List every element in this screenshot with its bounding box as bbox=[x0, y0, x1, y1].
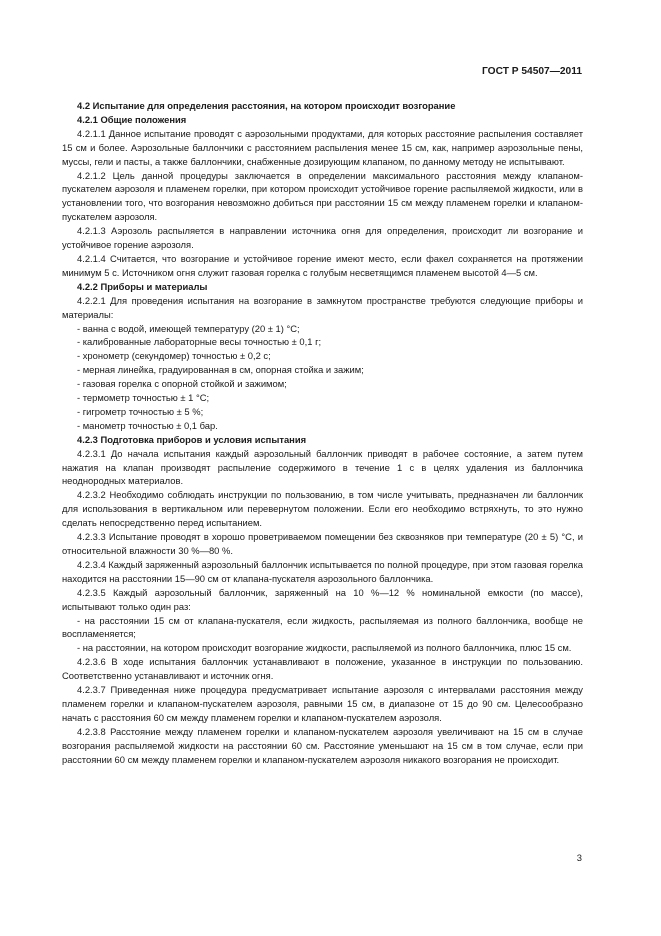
paragraph: 4.2.1.1 Данное испытание проводят с аэрозольными продуктами, для которых расстояние распыления составляет 15 см и более. Аэрозольные баллончики с расстоянием распыления менее 15 см, как, например аэрозольные пены, муссы, гели и пасты, а также баллончики, снабженные дозирующим клапаном, по данному методу не испытывают. bbox=[62, 127, 583, 167]
paragraph: 4.2.3.3 Испытание проводят в хорошо проветриваемом помещении без сквозняков при температуре (20 ± 5) °С, и относительной влажности 30 %—80 %. bbox=[62, 531, 583, 556]
list-item: - калиброванные лабораторные весы точностью ± 0,1 г; bbox=[77, 336, 322, 348]
paragraph: 4.2.3.6 В ходе испытания баллончик устанавливают в положение, указанное в инструкции по пользованию. Соответственно устанавливают и источник огня. bbox=[62, 656, 583, 682]
subsection-title-general: 4.2.1 Общие положения bbox=[77, 113, 187, 125]
paragraph: 4.2.2.1 Для проведения испытания на возгорание в замкнутом пространстве требуются следующие приборы и материалы: bbox=[62, 294, 583, 320]
paragraph: 4.2.3.5 Каждый аэрозольный баллончик, заряженный на 10 %—12 % номинальной емкости (по массе), испытывают только один раз: bbox=[62, 586, 583, 612]
list-item: - манометр точностью ± 0,1 бар. bbox=[77, 419, 218, 431]
paragraph: 4.2.3.2 Необходимо соблюдать инструкции по пользованию, в том числе учитывать, предназначен ли баллончик для использования в вертикальном или перевернутом положении. Если его необходимо встряхнуть, то это нужно сделать непосредственно перед испытанием. bbox=[62, 489, 583, 529]
list-item: - мерная линейка, градуированная в см, опорная стойка и зажим; bbox=[77, 364, 364, 376]
subsection-title-equipment: 4.2.2 Приборы и материалы bbox=[77, 280, 208, 292]
page-number: 3 bbox=[576, 852, 582, 863]
paragraph: 4.2.1.3 Аэрозоль распыляется в направлении источника огня для определения, происходит ли возгорание и устойчивое горение аэрозоля. bbox=[62, 225, 583, 251]
section-title: 4.2 Испытание для определения расстояния, на котором происходит возгорание bbox=[77, 100, 456, 111]
paragraph: 4.2.3.4 Каждый заряженный аэрозольный баллончик испытывается по полной процедуре, при этом газовая горелка находится на расстоянии 15—90 см от клапана-пускателя аэрозольного баллончика. bbox=[62, 558, 583, 584]
paragraph: 4.2.3.7 Приведенная ниже процедура предусматривает испытание аэрозоля с интервалами расстояния между пламенем горелки и клапаном-пускателем аэрозоля, равными 15 см, в диапазоне от 15 до 90 см. Целесообразно начать с расстояния 60 см между пламенем горелки и клапаном-пускателем аэрозоля. bbox=[62, 684, 583, 723]
document-id-header: ГОСТ Р 54507—2011 bbox=[482, 66, 582, 77]
list-item: - гигрометр точностью ± 5 %; bbox=[77, 405, 204, 417]
paragraph: 4.2.1.2 Цель данной процедуры заключается в определении максимального расстояния между клапаном-пускателем аэрозоля и пламенем горелки, при котором происходит устойчивое горение распыляемой жидкости, или в установлении того, что возгорания невозможно добиться при расстоянии 15 см между пламенем горелки и клапаном-пускателем аэрозоля. bbox=[62, 169, 583, 223]
list-item: - хронометр (секундомер) точностью ± 0,2 с; bbox=[77, 350, 271, 362]
list-item: - газовая горелка с опорной стойкой и зажимом; bbox=[77, 378, 287, 390]
paragraph: 4.2.3.1 До начала испытания каждый аэрозольный баллончик приводят в рабочее состояние, а затем путем нажатия на клапан производят распыление содержимого в течение 1 с в целях удаления из баллончика неоднородных материалов. bbox=[62, 447, 583, 487]
list-item: - на расстоянии 15 см от клапана-пускателя, если жидкость, распыляемая из полного баллончика, вообще не воспламеняется; bbox=[62, 614, 583, 640]
list-item: - термометр точностью ± 1 °С; bbox=[77, 392, 210, 404]
list-item: - ванна с водой, имеющей температуру (20 ± 1) °С; bbox=[77, 322, 300, 334]
subsection-title-preparation: 4.2.3 Подготовка приборов и условия испытания bbox=[77, 433, 307, 445]
equipment-list bbox=[62, 322, 583, 433]
paragraph: 4.2.1.4 Считается, что возгорание и устойчивое горение имеют место, если факел сохраняется на протяжении минимум 5 с. Источником огня служит газовая горелка с голубым несветящимся пламенем высотой 4—5 см. bbox=[62, 252, 583, 278]
paragraph: 4.2.3.8 Расстояние между пламенем горелки и клапаном-пускателем аэрозоля увеличивают на 15 см в случае возгорания распыляемой жидкости на расстоянии 60 см. Расстояние уменьшают на 15 см в том случае, если при расстоянии 60 см между пламенем горелки и клапаном-пускателем аэрозоля никакого возгорания не происходит. bbox=[62, 725, 583, 765]
list-item: - на расстоянии, на котором происходит возгорание жидкости, распыляемой из полного баллончика, плюс 15 см. bbox=[77, 642, 572, 654]
document-body bbox=[62, 99, 583, 767]
